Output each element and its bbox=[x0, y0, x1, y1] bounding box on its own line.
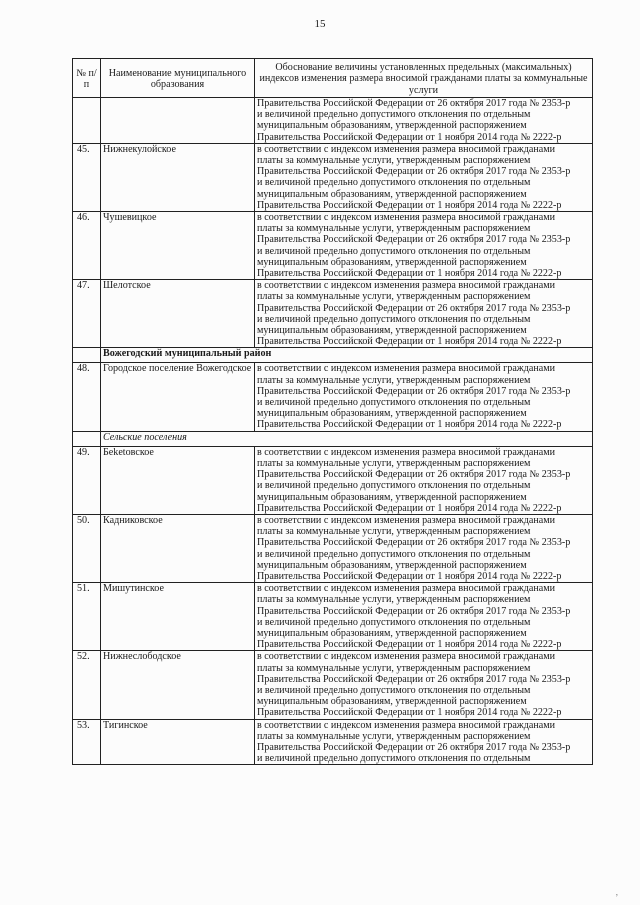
row-num: 45. bbox=[73, 143, 101, 211]
row-num: 53. bbox=[73, 719, 101, 765]
basis-line: и величиной предельно допустимого отклонения по отдельным bbox=[257, 753, 531, 765]
basis-line: платы за коммунальные услуги, утвержденным распоряжением bbox=[257, 594, 531, 606]
basis-line: Правительства Российской Федерации от 26 октября 2017 года № 2353-р bbox=[257, 673, 571, 685]
table-row bbox=[73, 363, 593, 431]
row-num: 51. bbox=[73, 583, 101, 651]
basis-line: и величиной предельно допустимого отклонения по отдельным bbox=[257, 480, 531, 492]
basis-line: в соответствии с индексом изменения размера вносимой гражданами bbox=[257, 583, 556, 595]
table-row bbox=[73, 514, 593, 582]
basis-line: платы за коммунальные услуги, утвержденным распоряжением bbox=[257, 662, 531, 674]
basis-line: Правительства Российской Федерации от 1 ноября 2014 года № 2222-р bbox=[257, 199, 562, 211]
row-num bbox=[73, 98, 101, 144]
row-basis bbox=[255, 651, 593, 719]
section-title: Вожегодский муниципальный район bbox=[101, 348, 593, 363]
basis-line: Правительства Российской Федерации от 1 ноября 2014 года № 2222-р bbox=[257, 131, 562, 143]
row-basis bbox=[255, 446, 593, 514]
municipality-table bbox=[72, 58, 593, 765]
basis-line: и величиной предельно допустимого отклонения по отдельным bbox=[257, 245, 531, 257]
row-name: Мишутинское bbox=[101, 583, 255, 651]
table-row bbox=[73, 143, 593, 211]
basis-line: и величиной предельно допустимого отклонения по отдельным bbox=[257, 548, 531, 560]
row-basis bbox=[255, 98, 593, 144]
row-name: Нижнеслободское bbox=[101, 651, 255, 719]
table-header-row bbox=[73, 59, 593, 98]
basis-line: Правительства Российской Федерации от 1 ноября 2014 года № 2222-р bbox=[257, 268, 562, 280]
basis-line: в соответствии с индексом изменения размера вносимой гражданами bbox=[257, 363, 556, 375]
basis-line: Правительства Российской Федерации от 26 октября 2017 года № 2353-р bbox=[257, 605, 571, 617]
scan-mark: , bbox=[615, 887, 618, 897]
basis-line: Правительства Российской Федерации от 26 октября 2017 года № 2353-р bbox=[257, 302, 571, 314]
subsection-row bbox=[73, 431, 593, 446]
row-name: Беketовское bbox=[101, 446, 255, 514]
basis-line: и величиной предельно допустимого отклонения по отдельным bbox=[257, 684, 531, 696]
row-num: 47. bbox=[73, 280, 101, 348]
basis-line: и величиной предельно допустимого отклонения по отдельным bbox=[257, 109, 531, 121]
basis-line: в соответствии с индексом изменения размера вносимой гражданами bbox=[257, 446, 556, 458]
table-row bbox=[73, 446, 593, 514]
row-num: 49. bbox=[73, 446, 101, 514]
basis-line: муниципальным образованиям, утвержденной распоряжением bbox=[257, 696, 527, 708]
basis-line: муниципальным образованиям, утвержденной распоряжением bbox=[257, 491, 527, 503]
basis-line: платы за коммунальные услуги, утвержденным распоряжением bbox=[257, 291, 531, 303]
table-row bbox=[73, 212, 593, 280]
table-row bbox=[73, 583, 593, 651]
table-row bbox=[73, 651, 593, 719]
row-basis bbox=[255, 143, 593, 211]
row-name: Шелотское bbox=[101, 280, 255, 348]
basis-line: Правительства Российской Федерации от 1 ноября 2014 года № 2222-р bbox=[257, 502, 562, 514]
row-num: 46. bbox=[73, 212, 101, 280]
subsection-title: Сельские поселения bbox=[101, 431, 593, 446]
row-num: 48. bbox=[73, 363, 101, 431]
basis-line: в соответствии с индексом изменения размера вносимой гражданами bbox=[257, 651, 556, 663]
header-basis: Обоснование величины установленных предельных (максимальных) индексов изменения размера вносимой гражданами платы за коммунальные услуги bbox=[255, 59, 593, 98]
basis-line: Правительства Российской Федерации от 26 октября 2017 года № 2353-р bbox=[257, 469, 571, 481]
basis-line: Правительства Российской Федерации от 1 ноября 2014 года № 2222-р bbox=[257, 570, 562, 582]
basis-line: в соответствии с индексом изменения размера вносимой гражданами bbox=[257, 280, 556, 292]
basis-line: Правительства Российской Федерации от 26 октября 2017 года № 2353-р bbox=[257, 741, 571, 753]
header-num: № п/п bbox=[73, 59, 101, 98]
basis-line: Правительства Российской Федерации от 1 ноября 2014 года № 2222-р bbox=[257, 639, 562, 651]
basis-line: Правительства Российской Федерации от 1 ноября 2014 года № 2222-р bbox=[257, 419, 562, 431]
row-name: Кадниковское bbox=[101, 514, 255, 582]
basis-line: Правительства Российской Федерации от 26 октября 2017 года № 2353-р bbox=[257, 537, 571, 549]
basis-line: Правительства Российской Федерации от 26 октября 2017 года № 2353-р bbox=[257, 166, 571, 178]
basis-line: платы за коммунальные услуги, утвержденным распоряжением bbox=[257, 223, 531, 235]
basis-line: муниципальным образованиям, утвержденной распоряжением bbox=[257, 627, 527, 639]
row-num: 50. bbox=[73, 514, 101, 582]
row-basis bbox=[255, 514, 593, 582]
table-row bbox=[73, 719, 593, 765]
basis-line: и величиной предельно допустимого отклонения по отдельным bbox=[257, 177, 531, 189]
row-basis bbox=[255, 280, 593, 348]
basis-line: Правительства Российской Федерации от 26 октября 2017 года № 2353-р bbox=[257, 234, 571, 246]
header-name: Наименование муниципального образования bbox=[101, 59, 255, 98]
basis-line: платы за коммунальные услуги, утвержденным распоряжением bbox=[257, 457, 531, 469]
row-name: Тигинское bbox=[101, 719, 255, 765]
basis-line: платы за коммунальные услуги, утвержденным распоряжением bbox=[257, 526, 531, 538]
basis-line: платы за коммунальные услуги, утвержденным распоряжением bbox=[257, 374, 531, 386]
table-row bbox=[73, 280, 593, 348]
basis-line: Правительства Российской Федерации от 26 октября 2017 года № 2353-р bbox=[257, 385, 571, 397]
basis-line: и величиной предельно допустимого отклонения по отдельным bbox=[257, 397, 531, 409]
basis-line: Правительства Российской Федерации от 26 октября 2017 года № 2353-р bbox=[257, 98, 571, 109]
basis-line: в соответствии с индексом изменения размера вносимой гражданами bbox=[257, 212, 556, 224]
basis-line: муниципальным образованиям, утвержденной распоряжением bbox=[257, 256, 527, 268]
basis-line: Правительства Российской Федерации от 1 ноября 2014 года № 2222-р bbox=[257, 336, 562, 348]
basis-line: муниципальным образованиям, утвержденной распоряжением bbox=[257, 120, 527, 132]
row-name: Нижнекулойское bbox=[101, 143, 255, 211]
row-basis bbox=[255, 212, 593, 280]
row-name: Городское поселение Вожегодское bbox=[101, 363, 255, 431]
section-row bbox=[73, 348, 593, 363]
basis-line: муниципальным образованиям, утвержденной распоряжением bbox=[257, 188, 527, 200]
basis-line: Правительства Российской Федерации от 1 ноября 2014 года № 2222-р bbox=[257, 707, 562, 719]
section-num bbox=[73, 348, 101, 363]
row-name bbox=[101, 98, 255, 144]
basis-line: и величиной предельно допустимого отклонения по отдельным bbox=[257, 616, 531, 628]
row-num: 52. bbox=[73, 651, 101, 719]
basis-line: муниципальным образованиям, утвержденной распоряжением bbox=[257, 408, 527, 420]
row-name: Чушевицкое bbox=[101, 212, 255, 280]
continuation-row bbox=[73, 98, 593, 144]
subsection-num bbox=[73, 431, 101, 446]
row-basis bbox=[255, 583, 593, 651]
basis-line: в соответствии с индексом изменения размера вносимой гражданами bbox=[257, 514, 556, 526]
row-basis bbox=[255, 363, 593, 431]
basis-line: платы за коммунальные услуги, утвержденным распоряжением bbox=[257, 730, 531, 742]
row-basis bbox=[255, 719, 593, 765]
basis-line: и величиной предельно допустимого отклонения по отдельным bbox=[257, 313, 531, 325]
page-number: 15 bbox=[314, 18, 326, 30]
basis-line: платы за коммунальные услуги, утвержденным распоряжением bbox=[257, 155, 531, 167]
basis-line: в соответствии с индексом изменения размера вносимой гражданами bbox=[257, 143, 556, 155]
basis-line: муниципальным образованиям, утвержденной распоряжением bbox=[257, 559, 527, 571]
basis-line: муниципальным образованиям, утвержденной распоряжением bbox=[257, 325, 527, 337]
basis-line: в соответствии с индексом изменения размера вносимой гражданами bbox=[257, 719, 556, 731]
